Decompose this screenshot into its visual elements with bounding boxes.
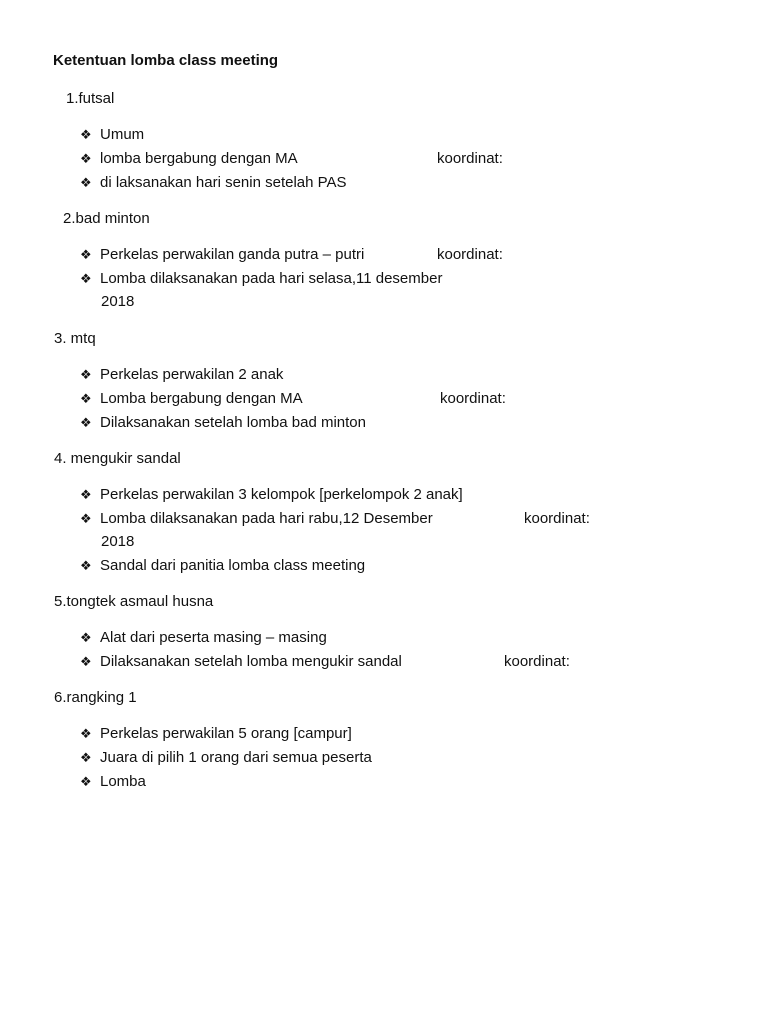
section-heading-rangking-1: 6.rangking 1 — [54, 689, 137, 706]
section-heading-bad-minton: 2.bad minton — [63, 210, 150, 227]
diamond-bullet-icon: ❖ — [80, 127, 92, 142]
list-item — [80, 174, 347, 192]
diamond-bullet-icon: ❖ — [80, 391, 92, 406]
list-item — [80, 414, 366, 432]
section-heading-mtq: 3. mtq — [54, 330, 96, 347]
diamond-bullet-icon: ❖ — [80, 726, 92, 741]
list-item-text: Lomba — [100, 773, 146, 790]
koordinat-label: koordinat: — [437, 246, 503, 263]
list-item — [80, 773, 146, 791]
koordinat-label: koordinat: — [524, 510, 590, 527]
section-heading-tongtek-asmaul-husna: 5.tongtek asmaul husna — [54, 593, 214, 610]
diamond-bullet-icon: ❖ — [80, 247, 92, 262]
list-item — [80, 126, 144, 144]
koordinat-label: koordinat: — [504, 653, 570, 670]
list-item-text: Lomba dilaksanakan pada hari rabu,12 Desember — [100, 510, 433, 527]
list-item-text: Dilaksanakan setelah lomba mengukir sandal — [100, 653, 402, 670]
list-item — [80, 390, 303, 408]
list-item — [80, 629, 327, 647]
diamond-bullet-icon: ❖ — [80, 750, 92, 765]
list-item-continuation: 2018 — [101, 533, 135, 550]
list-item — [80, 749, 372, 767]
diamond-bullet-icon: ❖ — [80, 511, 92, 526]
list-item-text: lomba bergabung dengan MA — [100, 150, 298, 167]
list-item-text: Perkelas perwakilan 5 orang [campur] — [100, 725, 352, 742]
list-item-text: Sandal dari panitia lomba class meeting — [100, 557, 366, 574]
koordinat-label: koordinat: — [437, 150, 503, 167]
diamond-bullet-icon: ❖ — [80, 558, 92, 573]
section-heading-mengukir-sandal: 4. mengukir sandal — [54, 450, 181, 467]
section-heading-futsal: 1.futsal — [66, 90, 115, 107]
list-item-text: Perkelas perwakilan 2 anak — [100, 366, 284, 383]
diamond-bullet-icon: ❖ — [80, 415, 92, 430]
list-item — [80, 150, 298, 168]
list-item — [80, 725, 352, 743]
list-item-text: Alat dari peserta masing – masing — [100, 629, 327, 646]
list-item — [80, 653, 402, 671]
list-item-text: Juara di pilih 1 orang dari semua peserta — [100, 749, 372, 766]
list-item — [80, 270, 442, 288]
list-item-text: Lomba bergabung dengan MA — [100, 390, 303, 407]
diamond-bullet-icon: ❖ — [80, 487, 92, 502]
list-item — [80, 510, 433, 528]
list-item — [80, 557, 365, 575]
list-item-text: Perkelas perwakilan ganda putra – putri — [100, 246, 365, 263]
diamond-bullet-icon: ❖ — [80, 654, 92, 669]
diamond-bullet-icon: ❖ — [80, 367, 92, 382]
list-item-text: Dilaksanakan setelah lomba bad minton — [100, 414, 366, 431]
list-item-text: Umum — [100, 126, 145, 143]
list-item-text: Perkelas perwakilan 3 kelompok [perkelompok 2 anak] — [100, 486, 463, 503]
koordinat-label: koordinat: — [440, 390, 506, 407]
diamond-bullet-icon: ❖ — [80, 774, 92, 789]
document-title: Ketentuan lomba class meeting — [53, 52, 279, 69]
list-item — [80, 246, 364, 264]
list-item — [80, 486, 463, 504]
list-item — [80, 366, 283, 384]
list-item-text: Lomba dilaksanakan pada hari selasa,11 desember — [100, 270, 443, 287]
list-item-continuation: 2018 — [101, 293, 135, 310]
diamond-bullet-icon: ❖ — [80, 151, 92, 166]
diamond-bullet-icon: ❖ — [80, 630, 92, 645]
diamond-bullet-icon: ❖ — [80, 271, 92, 286]
diamond-bullet-icon: ❖ — [80, 175, 92, 190]
list-item-text: di laksanakan hari senin setelah PAS — [100, 174, 347, 191]
